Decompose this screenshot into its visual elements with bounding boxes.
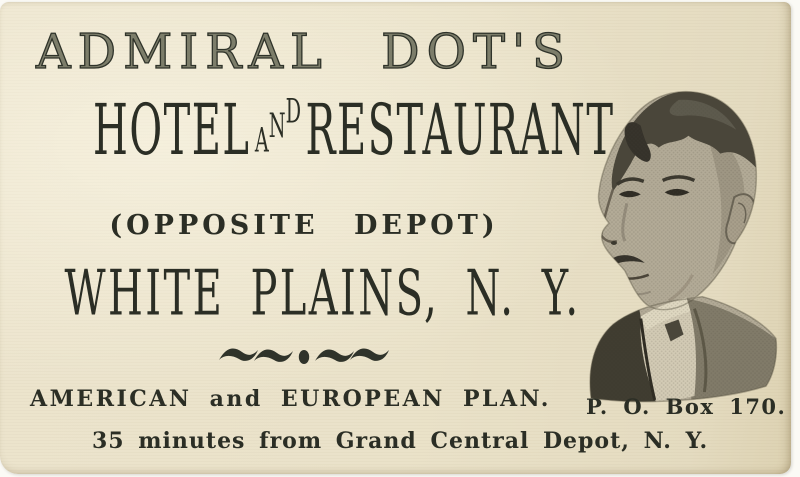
card-title: ADMIRAL DOT'S [35, 24, 573, 80]
po-box-text: P. O. Box 170. [586, 394, 787, 419]
word-hotel: HOTEL [93, 88, 251, 171]
business-card [0, 2, 791, 474]
plan-line: AMERICAN and EUROPEAN PLAN. [30, 386, 551, 412]
location-line: WHITE PLAINS, N. Y. [64, 256, 581, 330]
divider-ornament [0, 344, 608, 370]
and-ligature [254, 92, 302, 187]
admiral-dot-bust-illustration [583, 86, 787, 404]
halftone-overlay [583, 86, 787, 404]
distance-line: 35 minutes from Grand Central Depot, N. Y. [92, 428, 709, 454]
and-letter-a: A [254, 121, 269, 161]
wavy-leaf-divider-icon [216, 344, 392, 370]
opposite-depot-line: (OPPOSITE DEPOT) [109, 210, 499, 241]
portrait-photo [583, 86, 787, 404]
hotel-restaurant-line [0, 88, 623, 176]
and-letter-d: D [285, 92, 302, 132]
and-letter-n: N [268, 107, 286, 147]
word-restaurant: RESTAURANT, [305, 88, 623, 171]
